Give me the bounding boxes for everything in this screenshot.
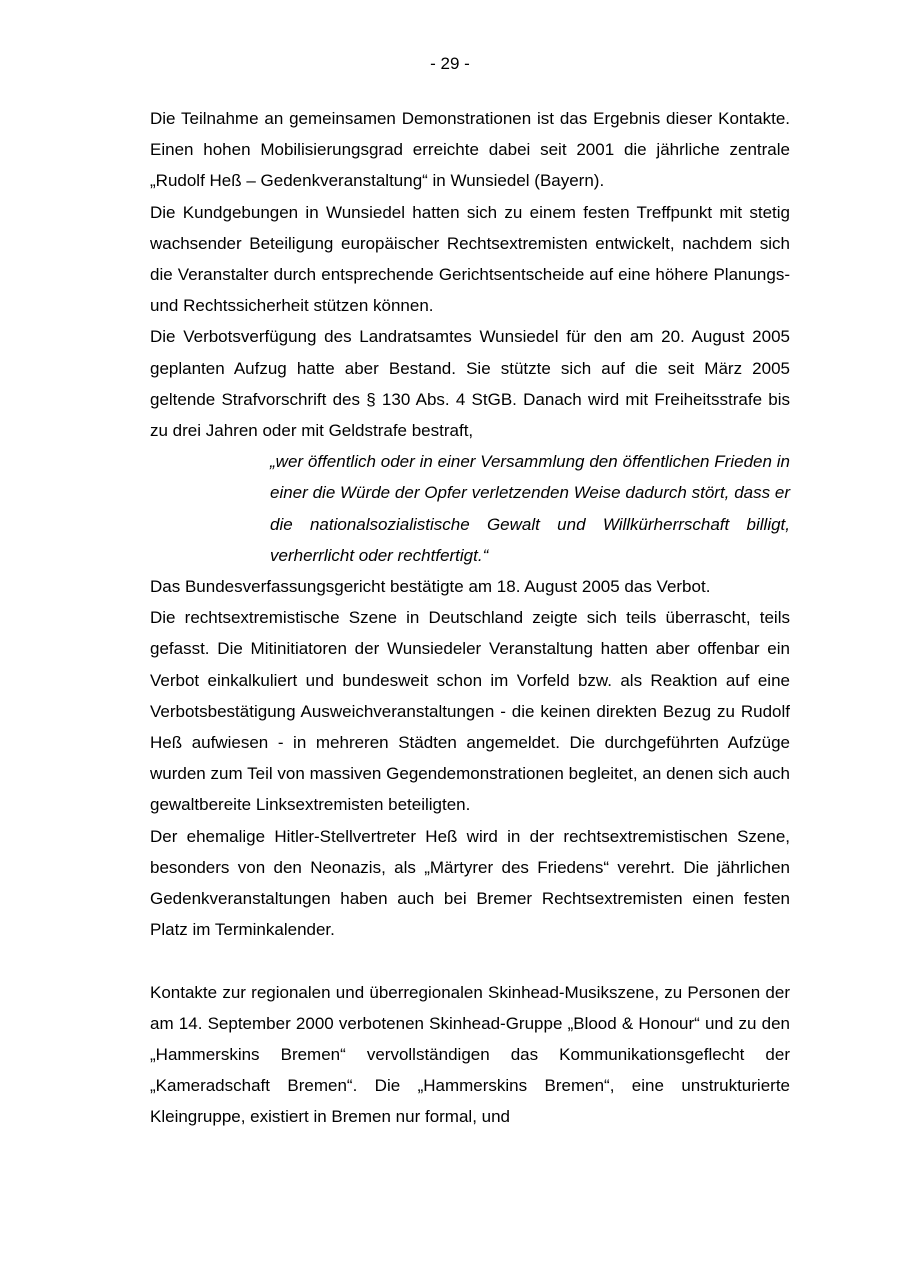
document-body: [150, 103, 790, 1133]
paragraph-skinhead-contacts: Kontakte zur regionalen und überregionalen Skinhead-Musikszene, zu Personen der am 14. September 2000 verbotenen Skinhead-Gruppe „Blood & Honour“ und zu den „Hammerskins Bremen“ vervollständigen das Kommunikationsgeflecht der „Kameradschaft Bremen“. Die „Hammerskins Bremen“, eine unstrukturierte Kleingruppe, existiert in Bremen nur formal, und: [150, 982, 790, 1127]
paragraph-contacts-demonstrations: Die Teilnahme an gemeinsamen Demonstrationen ist das Ergebnis dieser Kontakte. Einen hohen Mobilisierungsgrad erreichte dabei seit 2001 die jährliche zentrale „Rudolf Heß – Gedenkveranstaltung“ in Wunsiedel (Bayern).: [150, 109, 790, 191]
paragraph-spacer: [150, 945, 790, 976]
legal-quote: „wer öffentlich oder in einer Versammlung den öffentlichen Frieden in einer die Würde der Opfer verletzenden Weise dadurch stört, dass er die nationalsozialistische Gewalt und Willkürherrschaft billigt, verherrlicht oder rechtfertigt.“: [270, 452, 790, 565]
paragraph-court-confirmation: Das Bundesverfassungsgericht bestätigte am 18. August 2005 das Verbot.: [150, 577, 711, 597]
paragraph-hess-veneration: Der ehemalige Hitler-Stellvertreter Heß wird in der rechtsextremistischen Szene, besonders von den Neonazis, als „Märtyrer des Friedens“ verehrt. Die jährlichen Gedenkveranstaltungen haben auch bei Bremer Rechtsextremisten einen festen Platz im Terminkalender.: [150, 826, 790, 940]
paragraph-scene-reaction: Die rechtsextremistische Szene in Deutschland zeigte sich teils überrascht, teils gefasst. Die Mitinitiatoren der Wunsiedeler Veranstaltung hatten aber offenbar ein Verbot einkalkuliert und bundesweit schon im Vorfeld bzw. als Reaktion auf eine Verbotsbestätigung Ausweichveranstaltungen - die keinen direkten Bezug zu Rudolf Heß aufwiesen - in mehreren Städten angemeldet. Die durchgeführten Aufzüge wurden zum Teil von massiven Gegendemonstrationen begleitet, an denen sich auch gewaltbereite Linksextremisten beteiligten.: [150, 608, 790, 815]
paragraph-wunsiedel-rallies: Die Kundgebungen in Wunsiedel hatten sich zu einem festen Treffpunkt mit stetig wachsender Beteiligung europäischer Rechtsextremisten entwickelt, nachdem sich die Veranstalter durch entsprechende Gerichtsentscheide auf eine höhere Planungs- und Rechtssicherheit stützen können.: [150, 202, 790, 316]
page-number: - 29 -: [430, 54, 470, 73]
paragraph-ban-order: Die Verbotsverfügung des Landratsamtes Wunsiedel für den am 20. August 2005 geplanten Aufzug hatte aber Bestand. Sie stützte sich auf die seit März 2005 geltende Strafvorschrift des § 130 Abs. 4 StGB. Danach wird mit Freiheitsstrafe bis zu drei Jahren oder mit Geldstrafe bestraft,: [150, 327, 790, 441]
